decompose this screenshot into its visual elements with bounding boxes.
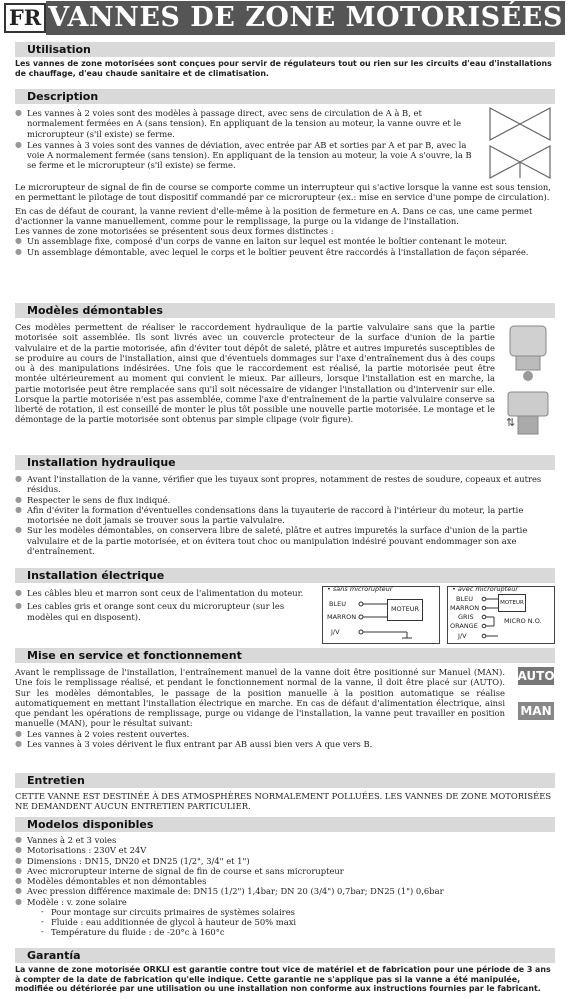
demontables-text-block bbox=[15, 322, 495, 425]
list-item: ● Les cables gris et orange sont ceux du microrupteur (sur les modèles qui en disposent). bbox=[15, 601, 315, 622]
page-header bbox=[0, 0, 569, 36]
motor-box: MOTEUR bbox=[387, 599, 423, 621]
motor-assembly-figure-icon bbox=[502, 318, 558, 444]
list-item: - Température du fluide : de -20°c à 160°c bbox=[41, 927, 555, 937]
micro-label: MICRO N.O. bbox=[504, 617, 542, 625]
motor-box: MOTEUR bbox=[498, 594, 526, 612]
mise-en-service-text-block bbox=[15, 667, 505, 749]
section-title-entretien: Entretien bbox=[15, 773, 555, 788]
description-bullets-block bbox=[15, 108, 475, 171]
wire-label: MARRON bbox=[327, 613, 357, 621]
svg-text:⇅: ⇅ bbox=[506, 416, 516, 429]
garantia-text-block bbox=[15, 965, 555, 994]
description-para-2: En cas de défaut de courant, la vanne revient d'elle-même à la position de fermeture en A. Dans ce cas, une came permet d'actionner la vanne manuellement, comme pour le remplissage, la purge ou la vidange de l'installation. bbox=[15, 205, 533, 226]
list-item: ● Respecter le sens de flux indiqué. bbox=[15, 495, 555, 505]
list-item: ● Un assemblage fixe, composé d'un corps de vanne en laiton sur lequel est montée le boîtier contenant le moteur. bbox=[15, 236, 555, 246]
list-item: ● Les vannes à 2 voies sont des modèles à passage direct, avec sens de circulation de A à B, et normalement fermées en A (sans tension). En appliquant de la tension au moteur, la vanne ouvre et le microrupteur (s'il existe) se ferme. bbox=[15, 108, 475, 139]
utilisation-text-block bbox=[15, 59, 555, 78]
list-item: ● Les vannes à 3 voies dérivent le flux entrant par AB aussi bien vers A que vers B. bbox=[15, 739, 505, 749]
list-item: ● Sur les modèles démontables, on conservera libre de saleté, plâtre et autres impuretés la surface d'union de la partie valvulaire et de la partie motorisée, et on évitera tout choc ou manipulation indésiré pouvant endommager son axe d'entraînement. bbox=[15, 525, 555, 556]
list-item: ● Les vannes à 3 voies sont des vannes de déviation, avec entrée par AB et sorties par A et par B, avec la voie A normalement fermée (sans tension). En appliquant de la tension au moteur, la voie A s'ouvre, la B se ferme et le microrupteur (s'il existe) se ferme. bbox=[15, 140, 475, 171]
wire-label: BLEU bbox=[456, 595, 473, 603]
section-title-mise-en-service: Mise en service et fonctionnement bbox=[15, 648, 555, 663]
list-item: ● Afin d'éviter la formation d'éventuelles condensations dans la tuyauterie de raccord à l'intérieur du moteur, la partie motorisée ne doit jamais se trouver sous la partie valvulaire. bbox=[15, 505, 555, 526]
list-item: ● Modèles démontables et non démontables bbox=[15, 876, 555, 886]
page-title: VANNES DE ZONE MOTORISÉES bbox=[46, 1, 565, 35]
utilisation-text: Les vannes de zone motorisées sont conçues pour servir de régulateurs tout ou rien sur les circuits d'eau d'installations de chauffage, d'eau chaude sanitaire et de climatisation. bbox=[15, 59, 552, 78]
hydraulique-bullets-block bbox=[15, 474, 555, 556]
list-item: ● Les vannes à 2 voies restent ouvertes. bbox=[15, 729, 505, 739]
list-item: ● Modèle : v. zone solaire bbox=[15, 897, 555, 907]
section-title-modelos: Modelos disponibles bbox=[15, 817, 555, 832]
entretien-text-block bbox=[15, 791, 555, 812]
section-title-utilisation: Utilisation bbox=[15, 42, 555, 57]
electrique-bullets-block bbox=[15, 588, 315, 622]
language-badge: FR bbox=[4, 3, 46, 33]
description-text-block bbox=[15, 182, 555, 257]
wire-label: GRIS bbox=[458, 613, 474, 621]
demontables-text: Ces modèles permettent de réaliser le raccordement hydraulique de la partie valvulaire sans que la partie motorisée soit assemblée. Ils sont livrés avec un couvercle protecteur de la surface d'union de la partie valvulaire et de la partie motorisée, afin d'éviter tout dépôt de saleté, plâtre et autres impuretés susceptibles de se produire au cours de l'installation, ainsi que d'éventuels dommages sur l'axe d'entraînement dus à des coups ou à des manipulations indésirées. Une fois que le raccordement est réalisé, la partie motorisée peut être montée ultérieurement au moment qui convient le mieux. Par ailleurs, lorsque l'installation est en marche, la partie motorisée peut être remplacée sans qu'il soit nécessaire de vidanger l'installation ou d'intervenir sur elle. Lorsque la partie motorisée n'est pas assemblée, comme l'axe d'entraînement de la partie valvulaire conserve sa liberté de rotation, il est conseillé de monter le plus tôt possible une nouvelle partie motorisée. Le montage et le démontage de la partie motorisée sont obtenus par simple clipage (voir figure). bbox=[15, 322, 495, 425]
auto-label: AUTO bbox=[518, 667, 554, 685]
section-title-garantia: Garantía bbox=[15, 948, 555, 963]
description-para-3: Les vannes de zone motorisées se présentent sous deux formes distinctes : bbox=[15, 226, 334, 236]
wiring-caption: • avec microrupteur bbox=[452, 585, 518, 593]
list-item: ● Avec pression différence maximale de: DN15 (1/2") 1,4bar; DN 20 (3/4") 0,7bar; DN25 (1") 0,6bar bbox=[15, 886, 555, 896]
list-item: ● Avec microrupteur interne de signal de fin de course et sans microrupteur bbox=[15, 866, 555, 876]
section-title-hydraulique: Installation hydraulique bbox=[15, 455, 555, 470]
section-title-electrique: Installation électrique bbox=[15, 568, 555, 583]
man-label: MAN bbox=[518, 702, 554, 720]
list-item: ● Vannes à 2 et 3 voies bbox=[15, 835, 555, 845]
list-item: ● Les câbles bleu et marron sont ceux de l'alimentation du moteur. bbox=[15, 588, 315, 598]
wiring-lines-icon bbox=[323, 587, 441, 645]
list-item: - Fluide : eau additionnée de glycol à hauteur de 50% maxi bbox=[41, 917, 555, 927]
mise-en-service-text: Avant le remplissage de l'installation, l'entraînement manuel de la vanne doit être positionné sur Manuel (MAN). Une fois le remplissage réalisé, et pendant le fonctionnement normal de la vanne, il doit être placé sur (AUTO). Sur les modèles démontables, le passage de la position manuelle à la position automatique se réalise automatiquement en mettant l'installation électrique en marche. En cas de défaut d'alimentation électrique, ainsi que pendant les opérations de remplissage, purge ou vidange de l'installation, la vanne peut travailler en position manuelle (MAN), pour le résultat suivant: bbox=[15, 667, 505, 729]
garantia-text: La vanne de zone motorisée ORKLI est garantie contre tout vice de matériel et de fabrication pour une période de 3 ans à compter de la date de fabrication qu'elle indique. Cette garantie ne s'applique pas si la vanne a été manipulée, modifiée ou détériorée par une utilisation ou une installation non conforme aux instructions fournies par le fabricant. bbox=[15, 965, 551, 994]
wiring-diagram-without-micro bbox=[322, 586, 440, 644]
wire-label: BLEU bbox=[329, 600, 346, 608]
valve-diagram-icon bbox=[484, 104, 556, 180]
list-item: ● Avant l'installation de la vanne, vérifier que les tuyaux sont propres, notamment de restes de soudure, copeaux et autres résidus. bbox=[15, 474, 555, 495]
wire-label: ORANGE bbox=[450, 622, 478, 630]
wire-label: J/V bbox=[458, 632, 467, 640]
entretien-text: CETTE VANNE EST DESTINÉE À DES ATMOSPHÈRES NORMALEMENT POLLUÉES. LES VANNES DE ZONE MOTORISÉES NE DEMANDENT AUCUN ENTRETIEN PARTICULIER. bbox=[15, 791, 552, 812]
wire-label: J/V bbox=[331, 628, 340, 636]
list-item: ● Un assemblage démontable, avec lequel le corps et le boîtier peuvent être raccordés à l'installation de façon séparée. bbox=[15, 247, 555, 257]
description-para-1: Le microrupteur de signal de fin de course se comporte comme un interrupteur qui s'active lorsque la vanne est sous tension, en permettant le pilotage de tout dispositif commandé par ce microrupteur (ex.: mise en service d'une pompe de circulation). bbox=[15, 182, 551, 203]
wiring-diagram-with-micro bbox=[447, 586, 555, 644]
section-title-description: Description bbox=[15, 89, 555, 104]
wiring-caption: • sans microrupteur bbox=[327, 585, 393, 593]
list-item: ● Motorisations : 230V et 24V bbox=[15, 845, 555, 855]
list-item: ● Dimensions : DN15, DN20 et DN25 (1/2", 3/4" et 1") bbox=[15, 856, 555, 866]
wire-label: MARRON bbox=[450, 604, 480, 612]
section-title-demontables: Modèles démontables bbox=[15, 303, 555, 318]
list-item: - Pour montage sur circuits primaires de systèmes solaires bbox=[41, 907, 555, 917]
modelos-bullets-block bbox=[15, 835, 555, 938]
